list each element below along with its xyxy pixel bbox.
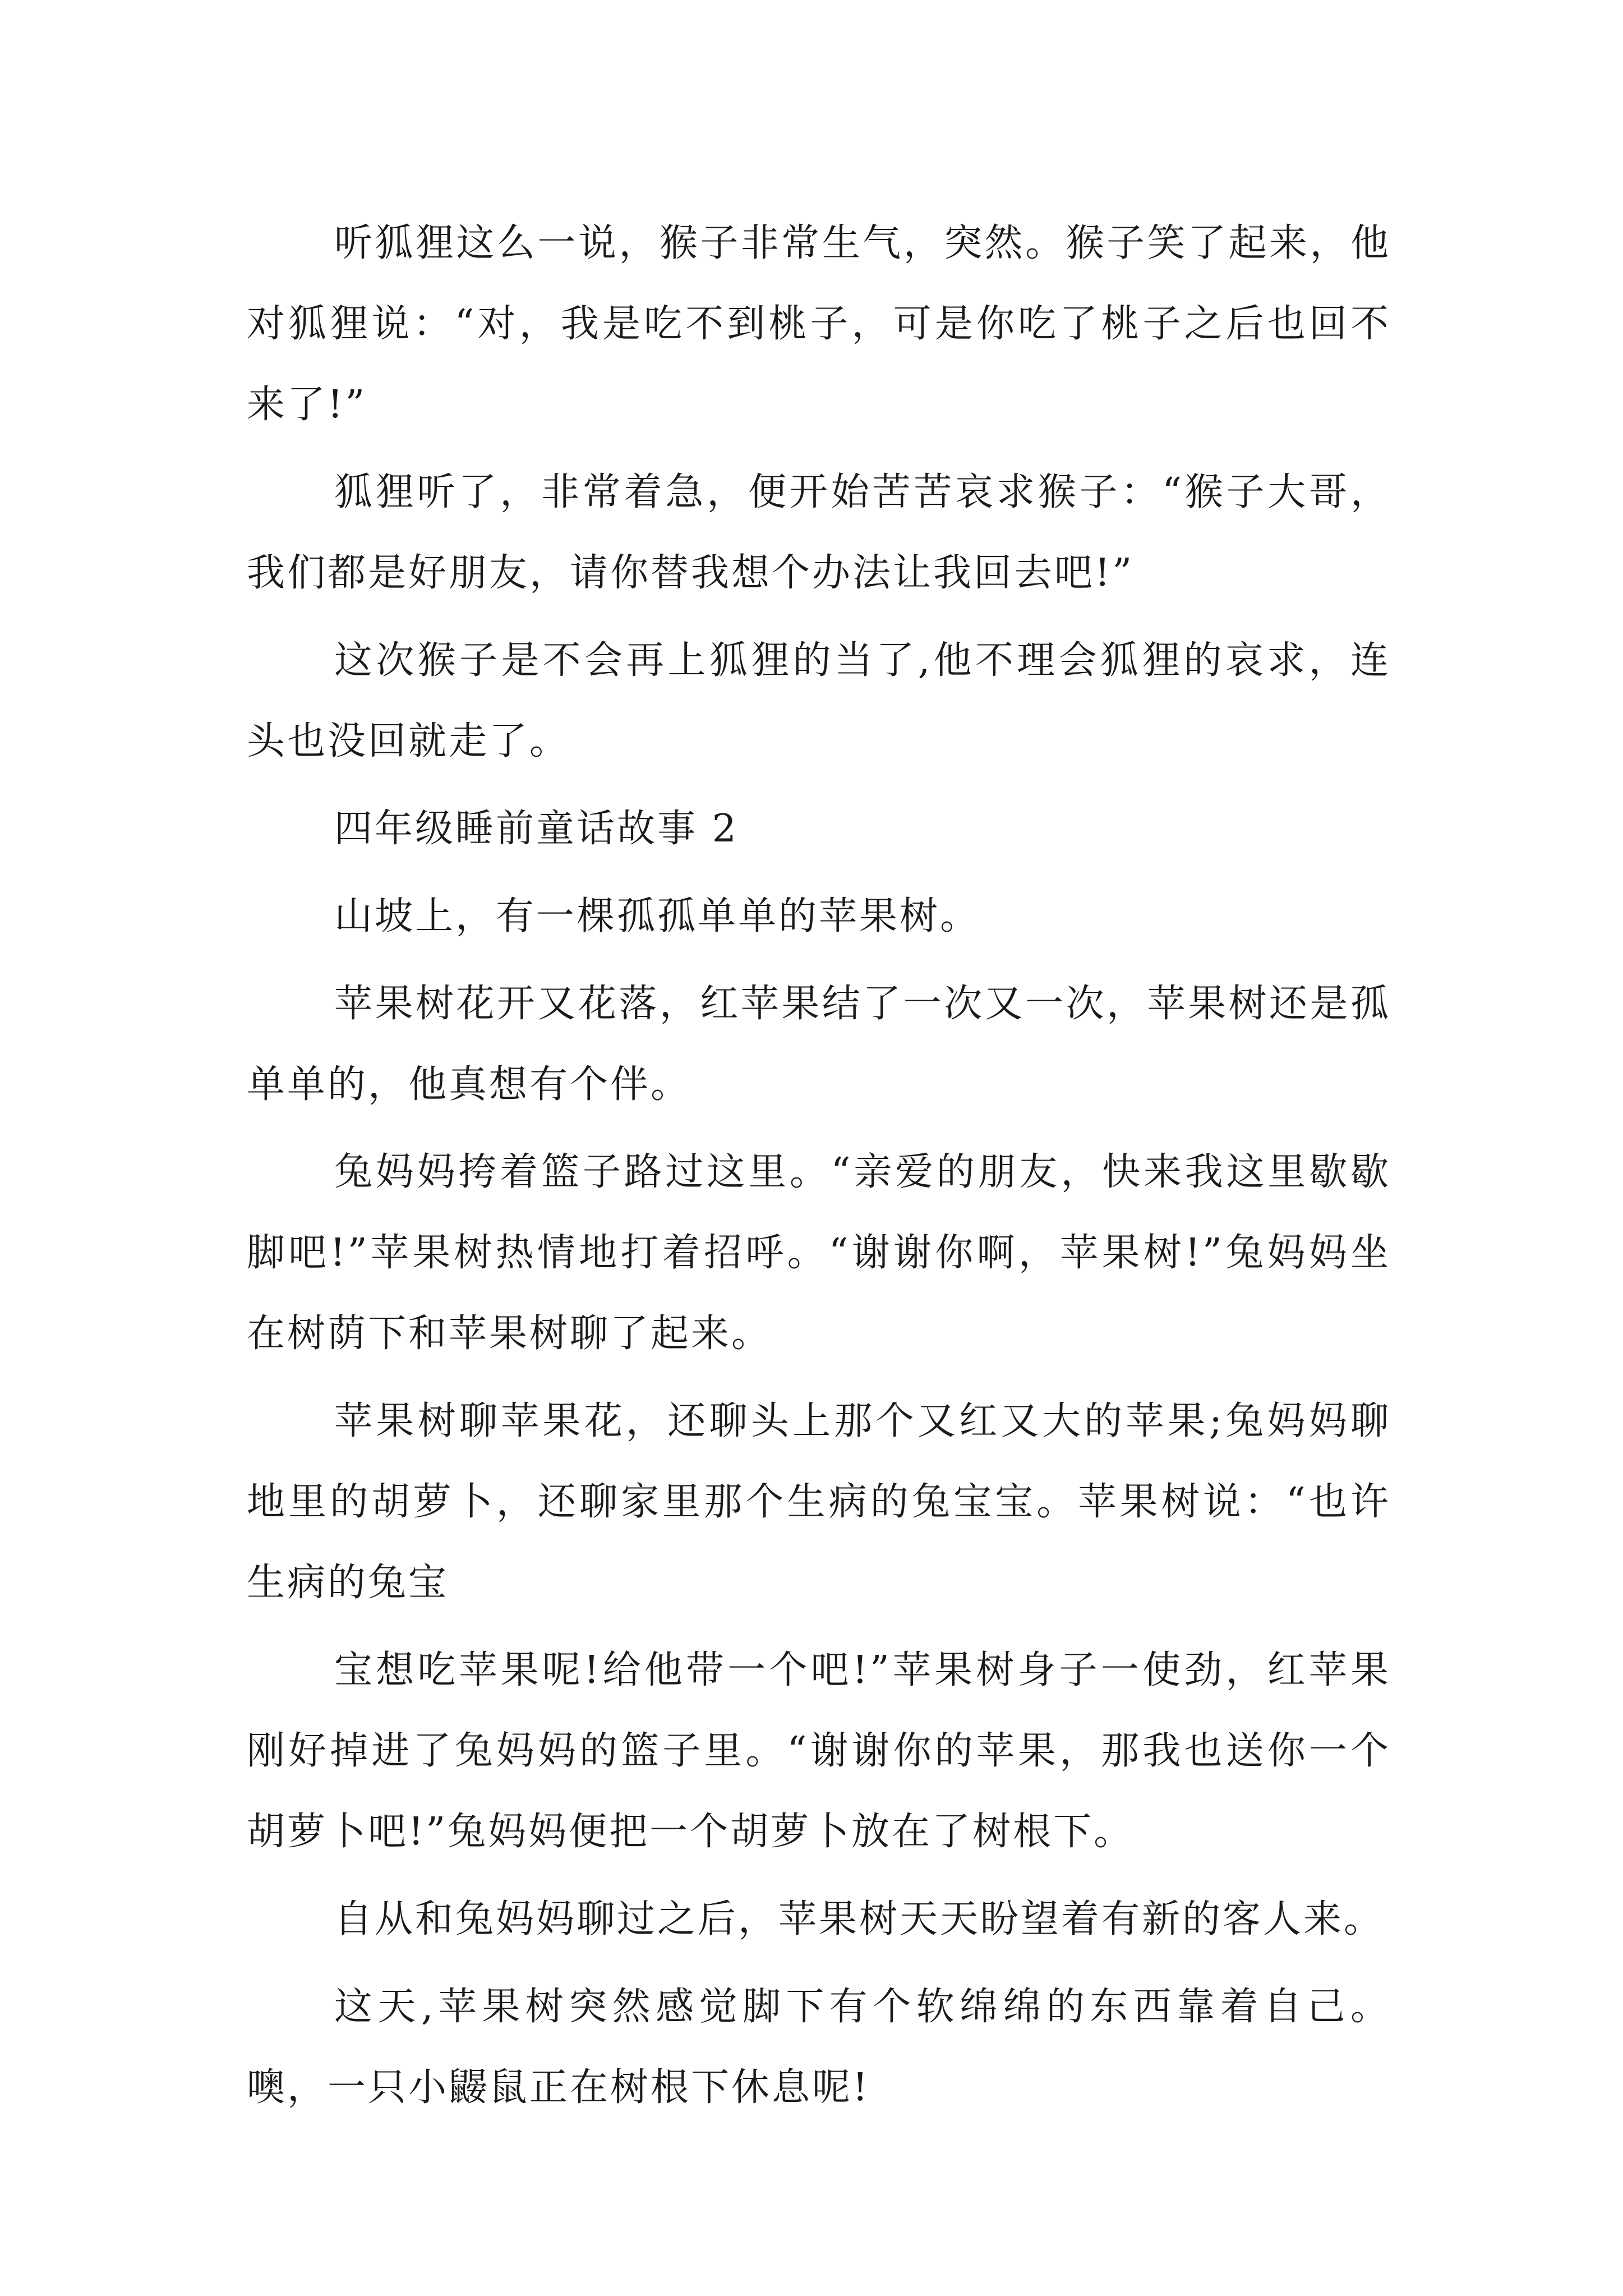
paragraph-1: 听狐狸这么一说，猴子非常生气，突然。猴子笑了起来，他对狐狸说：“对，我是吃不到桃子，可是你吃了桃子之后也回不来了!”: [247, 221, 1391, 427]
paragraph-10: 自从和兔妈妈聊过之后，苹果树天天盼望着有新的客人来。: [334, 1897, 1385, 1941]
paragraph-5: 山坡上，有一棵孤孤单单的苹果树。: [334, 894, 981, 938]
paragraph-3: 这次猴子是不会再上狐狸的当了,他不理会狐狸的哀求，连头也没回就走了。: [247, 638, 1391, 763]
paragraph-11: 这天,苹果树突然感觉脚下有个软绵绵的东西靠着自己。噢，一只小鼹鼠正在树根下休息呢!: [247, 1985, 1391, 2110]
paragraph-6: 苹果树花开又花落，红苹果结了一次又一次，苹果树还是孤单单的，他真想有个伴。: [247, 982, 1391, 1107]
paragraph-9: 宝想吃苹果呢!给他带一个吧!”苹果树身子一使劲，红苹果刚好掉进了兔妈妈的篮子里。“谢谢你的苹果，那我也送你一个胡萝卜吧!”兔妈妈便把一个胡萝卜放在了树根下。: [247, 1648, 1391, 1854]
paragraph-2: 狐狸听了，非常着急，便开始苦苦哀求猴子：“猴子大哥，我们都是好朋友，请你替我想个办法让我回去吧!”: [247, 470, 1391, 595]
paragraph-7: 兔妈妈挎着篮子路过这里。“亲爱的朋友，快来我这里歇歇脚吧!”苹果树热情地打着招呼。“谢谢你啊，苹果树!”兔妈妈坐在树荫下和苹果树聊了起来。: [247, 1150, 1391, 1356]
paragraph-8: 苹果树聊苹果花，还聊头上那个又红又大的苹果;兔妈妈聊地里的胡萝卜，还聊家里那个生病的兔宝宝。苹果树说：“也许生病的兔宝: [247, 1399, 1391, 1605]
section-heading: 四年级睡前童话故事 2: [334, 807, 739, 851]
document-body: [247, 203, 1391, 2135]
